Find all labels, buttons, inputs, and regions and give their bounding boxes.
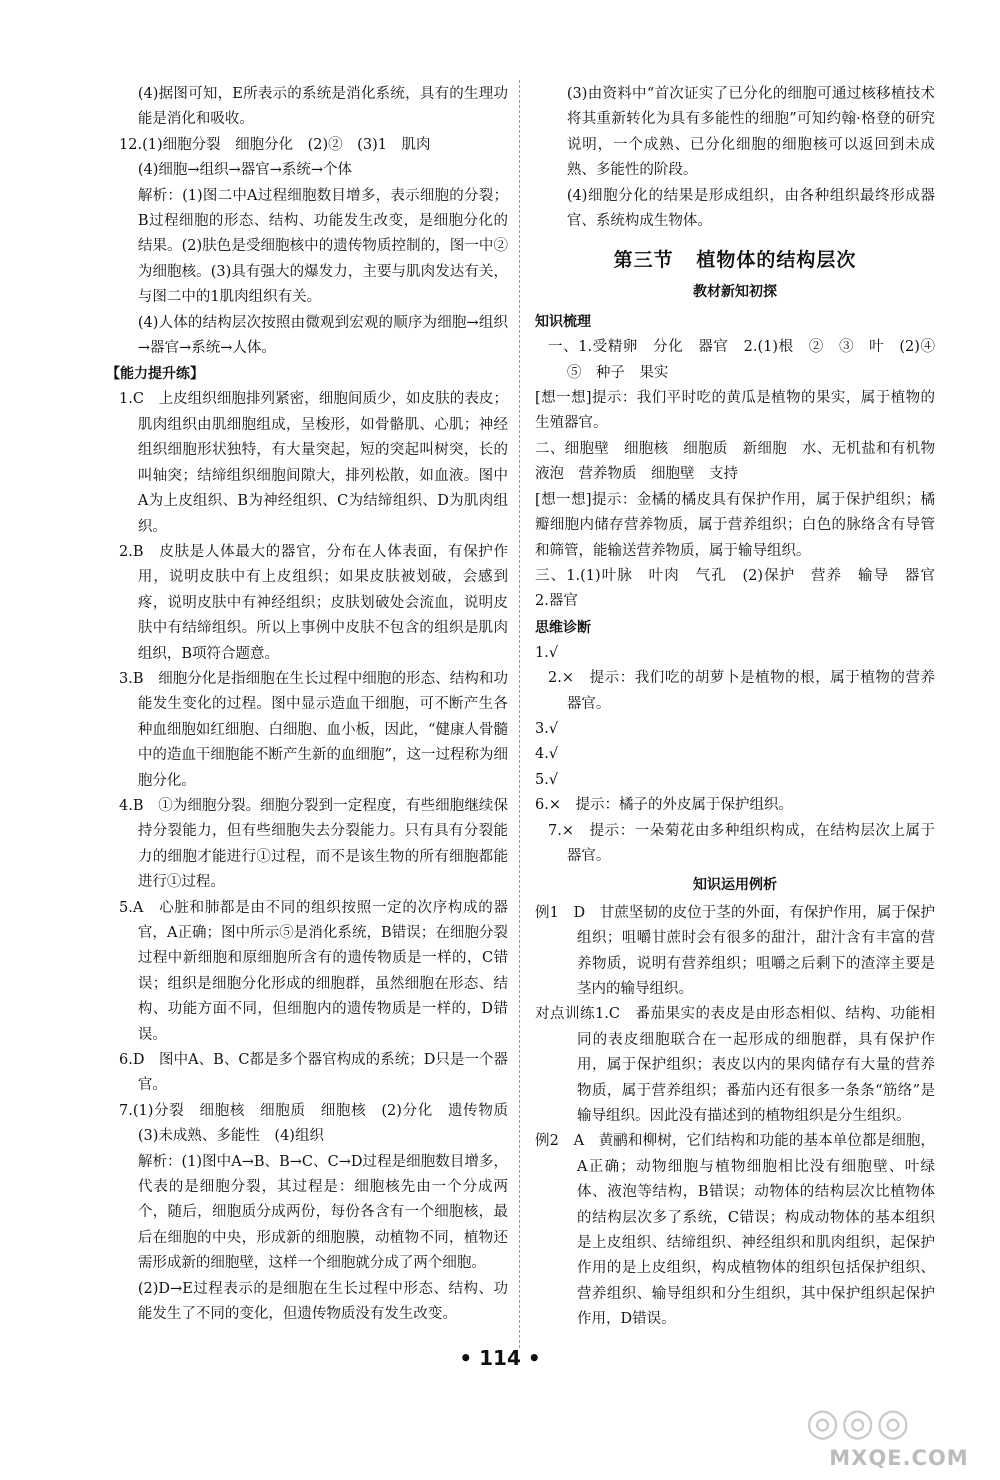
paragraph: [想一想]提示：金橘的橘皮具有保护作用，属于保护组织；橘瓣细胞内储存营养物质，属于营养组织；白色的脉络含有导管和筛管，能输送营养物质，属于输导组织。 bbox=[535, 491, 935, 559]
example-analysis bbox=[535, 901, 935, 1333]
paragraph: 思维诊断 bbox=[535, 619, 591, 636]
paragraph: (2)D→E过程表示的是细胞在生长过程中形态、结构、功能发生了不同的变化，但遗传物质没有发生改变。 bbox=[137, 1280, 508, 1323]
paragraph: 3.√ bbox=[535, 720, 559, 737]
paragraph: (4)细胞分化的结果是形成组织，由各种组织最终形成器官、系统构成生物体。 bbox=[566, 187, 935, 230]
left-column bbox=[106, 82, 523, 1328]
paragraph: (4)细胞→组织→器官→系统→个体 bbox=[137, 162, 353, 179]
paragraph: 5.√ bbox=[535, 771, 559, 788]
paragraph: 2.× 提示：我们吃的胡萝卜是植物的根，属于植物的营养器官。 bbox=[548, 670, 935, 712]
paragraph: 4.√ bbox=[535, 746, 559, 763]
paragraph: 知识梳理 bbox=[535, 314, 591, 331]
paragraph: 三、1.(1)叶脉 叶肉 气孔 (2)保护 营养 输导 器官 2.器官 bbox=[535, 567, 950, 610]
paragraph: 对点训练1.C 番茄果实的表皮是由形态相似、结构、功能相同的表皮细胞联合在一起形成的细胞群，具有保护作用，属于保护组织；表皮以内的果肉储存有大量的营养物质，属于营养组织；番茄内还有很多一条条“筋络”是输导组织。因此没有描述到的植物组织是分生组织。 bbox=[535, 1006, 935, 1125]
section-name: 植物体的结构层次 bbox=[696, 249, 857, 272]
paragraph: 解析：(1)图二中A过程细胞数目增多，表示细胞的分裂；B过程细胞的形态、结构、功能发生改变，是细胞分化的结果。(2)肤色是受细胞核中的遗传物质控制的，图一中②为细胞核。(3)具有强大的爆发力，主要与肌肉发达有关，与图二中的1肌肉组织有关。 bbox=[137, 187, 508, 306]
paragraph: (4)人体的结构层次按照由微观到宏观的顺序为细胞→组织→器官→系统→人体。 bbox=[137, 314, 508, 357]
paragraph: 【能力提升练】 bbox=[106, 366, 204, 383]
watermark-text: MXQE.COM bbox=[829, 1446, 969, 1470]
paragraph: (3)由资料中“首次证实了已分化的细胞可通过核移植技术将其重新转化为具有多能性的细胞”可知约翰·格登的研究说明，一个成熟、已分化细胞的细胞核可以返回到未成熟、多能性的阶段。 bbox=[566, 86, 935, 179]
paragraph: 6.D 图中A、B、C都是多个器官构成的系统；D只是一个器官。 bbox=[119, 1052, 508, 1094]
paragraph: 12.(1)细胞分裂 细胞分化 (2)② (3)1 肌肉 bbox=[119, 136, 431, 153]
right-column bbox=[535, 82, 950, 1333]
paragraph: 1.√ bbox=[535, 644, 559, 661]
paragraph: 4.B ①为细胞分裂。细胞分裂到一定程度，有些细胞继续保持分裂能力，但有些细胞失去分裂能力。只有具有分裂能力的细胞才能进行①过程，而不是该生物的所有细胞都能进行①过程。 bbox=[119, 797, 508, 891]
column-divider bbox=[519, 80, 520, 1348]
paragraph: 3.B 细胞分化是指细胞在生长过程中细胞的形态、结构和功能发生变化的过程。图中显示造血干细胞，可不断产生各种血细胞如红细胞、白细胞、血小板，因此，“健康人骨髓中的造血干细胞能不断产生新的血细胞”，这一过程称为细胞分化。 bbox=[119, 670, 508, 789]
section-number: 第三节 bbox=[613, 249, 674, 272]
paragraph: 2.B 皮肤是人体最大的器官，分布在人体表面，有保护作用，说明皮肤中有上皮组织；如果皮肤被划破，会感到疼，说明皮肤中有神经组织；皮肤划破处会流血，说明皮肤中有结缔组织。所以上事例中皮肤不包含的组织是肌肉组织，B项符合题意。 bbox=[119, 543, 508, 662]
paragraph: 二、细胞壁 细胞核 细胞质 新细胞 水、无机盐和有机物 液泡 营养物质 细胞壁 支持 bbox=[535, 440, 950, 483]
paragraph: 7.× 提示：一朵菊花由多种组织构成，在结构层次上属于器官。 bbox=[548, 822, 935, 864]
paragraph: 7.(1)分裂 细胞核 细胞质 细胞核 (2)分化 遗传物质 (3)未成熟、多能性 (4)组织 bbox=[119, 1102, 523, 1145]
section-title bbox=[535, 248, 935, 273]
knowledge-review bbox=[535, 309, 950, 869]
paragraph: 解析：(1)图中A→B、B→C、C→D过程是细胞数目增多，代表的是细胞分裂，其过程是：细胞核先由一个分成两个，随后，细胞质分成两份，每份各含有一个细胞核，最后在细胞的中央，形成新的细胞膜，动植物不同，植物还需形成新的细胞壁，这样一个细胞就分成了两个细胞。 bbox=[137, 1153, 508, 1272]
section-subtitle: 教材新知初探 bbox=[693, 283, 777, 300]
right-column-top bbox=[535, 82, 935, 234]
knowledge-application-heading: 知识运用例析 bbox=[693, 877, 777, 894]
watermark-logo bbox=[800, 1400, 998, 1478]
paragraph: [想一想]提示：我们平时吃的黄瓜是植物的果实，属于植物的生殖器官。 bbox=[535, 390, 935, 432]
paragraph: 例2 A 黄鹂和柳树，它们结构和功能的基本单位都是细胞，A正确；动物细胞与植物细胞相比没有细胞壁、叶绿体、液泡等结构，B错误；动物体的结构层次比植物体的结构层次多了系统，C错误；构成动物体的基本组织是上皮组织、结缔组织、神经组织和肌肉组织，起保护作用的是上皮组织，构成植物体的组织包括保护组织、营养组织、输导组织和分生组织，其中保护组织起保护作用，D错误。 bbox=[535, 1133, 935, 1328]
paragraph: (4)据图可知，E所表示的系统是消化系统，具有的生理功能是消化和吸收。 bbox=[137, 86, 508, 128]
page-number: • 114 • bbox=[459, 1346, 541, 1370]
watermark-glyph: ◎◎◎ bbox=[806, 1400, 912, 1444]
paragraph: 5.A 心脏和肺都是由不同的组织按照一定的次序构成的器官，A正确；图中所示⑤是消化系统，B错误；在细胞分裂过程中新细胞和原细胞所含有的遗传物质是一样的，C错误；组织是细胞分化形成的细胞群，虽然细胞在形态、结构、功能方面不同，但细胞内的遗传物质是一样的，D错误。 bbox=[119, 899, 508, 1043]
paragraph: 1.C 上皮组织细胞排列紧密，细胞间质少，如皮肤的表皮；肌肉组织由肌细胞组成，呈梭形，如骨骼肌、心肌；神经组织细胞形状独特，有大量突起，短的突起叫树突，长的叫轴突；结缔组织细胞间隙大，排列松散，如血液。图中A为上皮组织、B为神经组织、C为结缔组织、D为肌肉组织。 bbox=[119, 391, 508, 535]
paragraph: 例1 D 甘蔗坚韧的皮位于茎的外面，有保护作用，属于保护组织；咀嚼甘蔗时会有很多的甜汁，甜汁含有丰富的营养物质，说明有营养组织；咀嚼之后剩下的渣滓主要是茎内的输导组织。 bbox=[535, 904, 935, 997]
paragraph: 6.× 提示：橘子的外皮属于保护组织。 bbox=[535, 797, 793, 814]
paragraph: 一、1.受精卵 分化 器官 2.(1)根 ② ③ 叶 (2)④ ⑤ 种子 果实 bbox=[548, 339, 950, 381]
